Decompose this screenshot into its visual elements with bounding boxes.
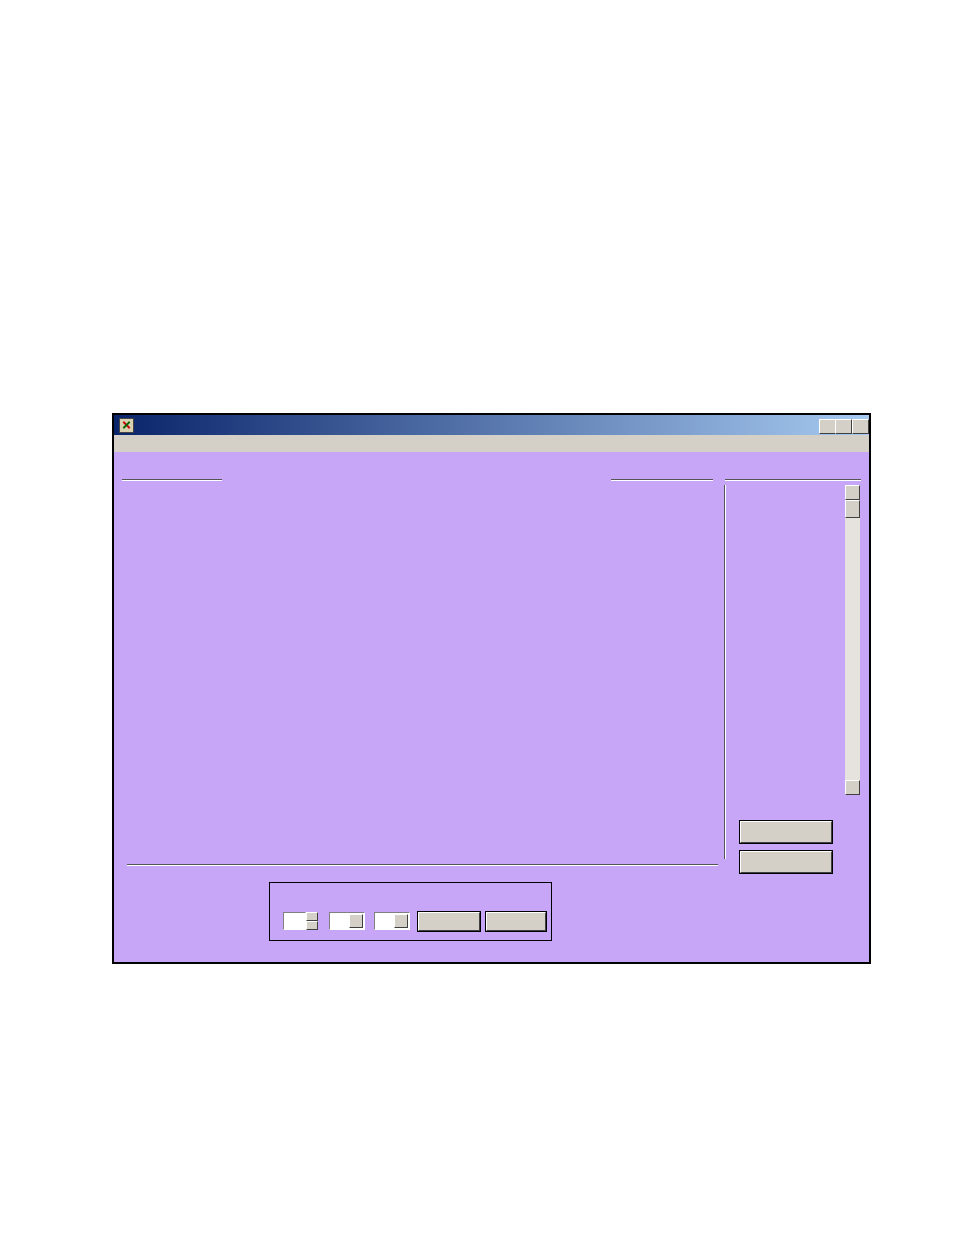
- frame-address-input[interactable]: [283, 912, 306, 930]
- spin-up-button[interactable]: [306, 912, 318, 921]
- update-matrix-button[interactable]: [740, 851, 832, 873]
- routing-grid-lines: [114, 415, 869, 962]
- smart-control-pro-window: [112, 413, 871, 964]
- macro-divider: [724, 485, 726, 859]
- rs232-panel: [269, 882, 552, 941]
- in-select[interactable]: [329, 912, 365, 930]
- scroll-down-button[interactable]: [845, 780, 860, 795]
- record-button[interactable]: [740, 821, 832, 843]
- connect-button[interactable]: [418, 912, 480, 931]
- scroll-thumb[interactable]: [845, 500, 860, 518]
- spin-down-button[interactable]: [306, 921, 318, 930]
- settings-definitions: [112, 92, 872, 113]
- out-select[interactable]: [374, 912, 410, 930]
- disconnect-button[interactable]: [486, 912, 546, 931]
- rs232-divider: [127, 864, 718, 866]
- chevron-down-icon[interactable]: [349, 914, 363, 928]
- macro-scrollbar[interactable]: [845, 485, 860, 795]
- scroll-up-button[interactable]: [845, 485, 860, 500]
- chevron-down-icon[interactable]: [394, 914, 408, 928]
